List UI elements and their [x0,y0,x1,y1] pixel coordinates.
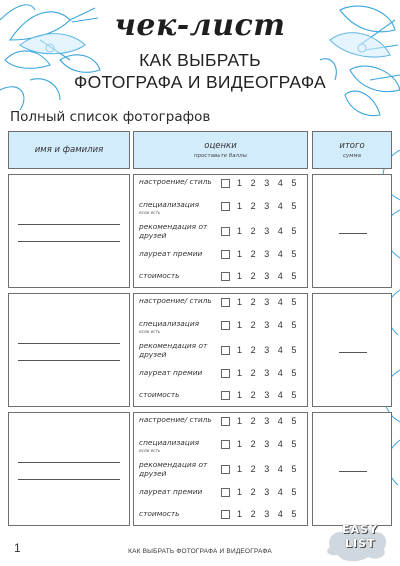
checkbox[interactable] [221,510,230,519]
criterion-label: стоимость [139,390,180,399]
rating-5[interactable]: 5 [291,297,297,307]
rating-3[interactable]: 3 [264,416,270,426]
rating-2[interactable]: 2 [250,297,256,307]
header-name-label: имя и фамилия [34,145,104,155]
criterion-label: лауреат премии [139,249,203,258]
checkbox[interactable] [221,272,230,281]
header-ratings-label: оценки [204,141,237,151]
rating-5[interactable]: 5 [291,464,297,474]
rating-2[interactable]: 2 [250,439,256,449]
rating-1[interactable]: 1 [237,509,243,519]
rating-1[interactable]: 1 [237,249,243,259]
criterion-label [139,439,219,453]
rating-4[interactable]: 4 [277,368,283,378]
section-title: Полный список фотографов [10,109,211,125]
rating-scale[interactable] [237,297,305,307]
header-total-sublabel: сумма [343,153,361,159]
rating-5[interactable]: 5 [291,201,297,211]
total-line [339,471,367,472]
rating-scale[interactable] [237,320,305,330]
checklist-title: чек-лист [114,8,286,43]
criterion-label: настроение/ стиль [139,415,212,424]
checkbox[interactable] [221,369,230,378]
rating-4[interactable]: 4 [277,487,283,497]
rating-3[interactable]: 3 [264,390,270,400]
criterion-label: лауреат премии [139,368,203,377]
rating-scale[interactable] [237,249,305,259]
criterion-text: специализация [139,438,200,447]
rating-3[interactable]: 3 [264,509,270,519]
criterion-row [139,342,303,364]
ratings-box [133,412,308,526]
name-box[interactable] [8,174,130,288]
rating-5[interactable]: 5 [291,416,297,426]
rating-1[interactable]: 1 [237,345,243,355]
criterion-note: если есть [139,447,161,453]
rating-4[interactable]: 4 [277,320,283,330]
ratings-box [133,293,308,407]
rating-2[interactable]: 2 [250,320,256,330]
criterion-label: настроение/ стиль [139,177,212,186]
rating-1[interactable]: 1 [237,271,243,281]
rating-4[interactable]: 4 [277,464,283,474]
name-box[interactable] [8,412,130,526]
criterion-label: лауреат премии [139,487,203,496]
total-line [339,233,367,234]
total-line [339,352,367,353]
name-line [18,360,120,361]
total-box[interactable] [312,293,392,407]
criterion-row [139,320,303,342]
rating-3[interactable]: 3 [264,439,270,449]
page-number: 1 [14,541,21,555]
checkbox[interactable] [221,179,230,188]
header-ratings-sublabel: проставьте баллы [193,153,247,159]
rating-5[interactable]: 5 [291,178,297,188]
ratings-box [133,174,308,288]
criterion-row [139,250,303,272]
rating-3[interactable]: 3 [264,178,270,188]
rating-2[interactable]: 2 [250,416,256,426]
rating-scale[interactable] [237,271,305,281]
rating-2[interactable]: 2 [250,390,256,400]
rating-2[interactable]: 2 [250,509,256,519]
checkbox[interactable] [221,298,230,307]
criterion-row [139,416,303,438]
name-line [18,241,120,242]
criterion-row [139,369,303,391]
rating-5[interactable]: 5 [291,509,297,519]
header-name-column [8,131,130,169]
rating-3[interactable]: 3 [264,464,270,474]
criterion-row [139,297,303,319]
rating-3[interactable]: 3 [264,297,270,307]
rating-scale[interactable] [237,487,305,497]
rating-scale[interactable] [237,201,305,211]
header-total-label: итого [339,141,365,151]
rating-2[interactable]: 2 [250,487,256,497]
rating-4[interactable]: 4 [277,201,283,211]
name-line [18,343,120,344]
footer-text: КАК ВЫБРАТЬ ФОТОГРАФА И ВИДЕОГРАФА [128,548,272,555]
rating-scale[interactable] [237,345,305,355]
rating-scale[interactable] [237,464,305,474]
criterion-label: рекомендация от друзей [139,222,208,240]
logo-text-line-2: LIST [345,537,376,550]
rating-1[interactable]: 1 [237,201,243,211]
rating-4[interactable]: 4 [277,416,283,426]
name-line [18,479,120,480]
criterion-row [139,178,303,200]
checkbox[interactable] [221,391,230,400]
header-total-column [312,131,392,169]
name-line [18,462,120,463]
criterion-text: специализация [139,319,200,328]
criterion-row [139,488,303,510]
criterion-label: рекомендация от друзей [139,460,208,478]
rating-1[interactable]: 1 [237,320,243,330]
checkbox[interactable] [221,250,230,259]
checkbox[interactable] [221,440,230,449]
checkbox[interactable] [221,321,230,330]
rating-3[interactable]: 3 [264,249,270,259]
rating-4[interactable]: 4 [277,178,283,188]
rating-scale[interactable] [237,178,305,188]
rating-3[interactable]: 3 [264,271,270,281]
criterion-label [139,201,219,215]
criterion-label: стоимость [139,271,180,280]
criterion-label [139,320,219,334]
criterion-row [139,461,303,483]
criterion-row [139,272,303,294]
criterion-row [139,223,303,245]
rating-scale[interactable] [237,439,305,449]
logo-text-line-1: EASY [342,523,378,536]
rating-4[interactable]: 4 [277,249,283,259]
rating-1[interactable]: 1 [237,487,243,497]
rating-scale[interactable] [237,226,305,236]
rating-5[interactable]: 5 [291,320,297,330]
rating-scale[interactable] [237,390,305,400]
rating-1[interactable]: 1 [237,178,243,188]
checkbox[interactable] [221,227,230,236]
rating-4[interactable]: 4 [277,439,283,449]
total-box[interactable] [312,174,392,288]
criterion-row [139,510,303,532]
rating-1[interactable]: 1 [237,439,243,449]
rating-4[interactable]: 4 [277,390,283,400]
rating-5[interactable]: 5 [291,226,297,236]
rating-2[interactable]: 2 [250,226,256,236]
checkbox[interactable] [221,488,230,497]
checkbox[interactable] [221,346,230,355]
checkbox[interactable] [221,202,230,211]
rating-4[interactable]: 4 [277,271,283,281]
rating-scale[interactable] [237,509,305,519]
rating-5[interactable]: 5 [291,368,297,378]
criterion-text: специализация [139,200,200,209]
checkbox[interactable] [221,417,230,426]
easy-list-logo [322,517,392,563]
rating-1[interactable]: 1 [237,297,243,307]
rating-3[interactable]: 3 [264,226,270,236]
criterion-label: стоимость [139,509,180,518]
rating-3[interactable]: 3 [264,201,270,211]
rating-5[interactable]: 5 [291,271,297,281]
header-ratings-column [133,131,308,169]
rating-scale[interactable] [237,416,305,426]
rating-4[interactable]: 4 [277,509,283,519]
rating-4[interactable]: 4 [277,297,283,307]
rating-1[interactable]: 1 [237,464,243,474]
criterion-label: рекомендация от друзей [139,341,208,359]
rating-2[interactable]: 2 [250,201,256,211]
rating-1[interactable]: 1 [237,226,243,236]
rating-4[interactable]: 4 [277,226,283,236]
rating-2[interactable]: 2 [250,345,256,355]
rating-2[interactable]: 2 [250,249,256,259]
rating-1[interactable]: 1 [237,368,243,378]
rating-scale[interactable] [237,368,305,378]
name-line [18,224,120,225]
rating-2[interactable]: 2 [250,368,256,378]
rating-4[interactable]: 4 [277,345,283,355]
rating-1[interactable]: 1 [237,416,243,426]
rating-1[interactable]: 1 [237,390,243,400]
criterion-row [139,439,303,461]
rating-3[interactable]: 3 [264,345,270,355]
criterion-note: если есть [139,328,161,334]
criterion-row [139,201,303,223]
total-box[interactable] [312,412,392,526]
rating-5[interactable]: 5 [291,390,297,400]
criterion-note: если есть [139,209,161,215]
criterion-label: настроение/ стиль [139,296,212,305]
rating-5[interactable]: 5 [291,487,297,497]
subtitle-line-1: КАК ВЫБРАТЬ [139,50,261,70]
rating-5[interactable]: 5 [291,439,297,449]
rating-2[interactable]: 2 [250,271,256,281]
rating-3[interactable]: 3 [264,487,270,497]
criterion-row [139,391,303,413]
rating-3[interactable]: 3 [264,368,270,378]
rating-5[interactable]: 5 [291,345,297,355]
rating-2[interactable]: 2 [250,178,256,188]
subtitle-line-2: ФОТОГРАФА И ВИДЕОГРАФА [73,72,327,92]
rating-2[interactable]: 2 [250,464,256,474]
rating-5[interactable]: 5 [291,249,297,259]
name-box[interactable] [8,293,130,407]
rating-3[interactable]: 3 [264,320,270,330]
checkbox[interactable] [221,465,230,474]
